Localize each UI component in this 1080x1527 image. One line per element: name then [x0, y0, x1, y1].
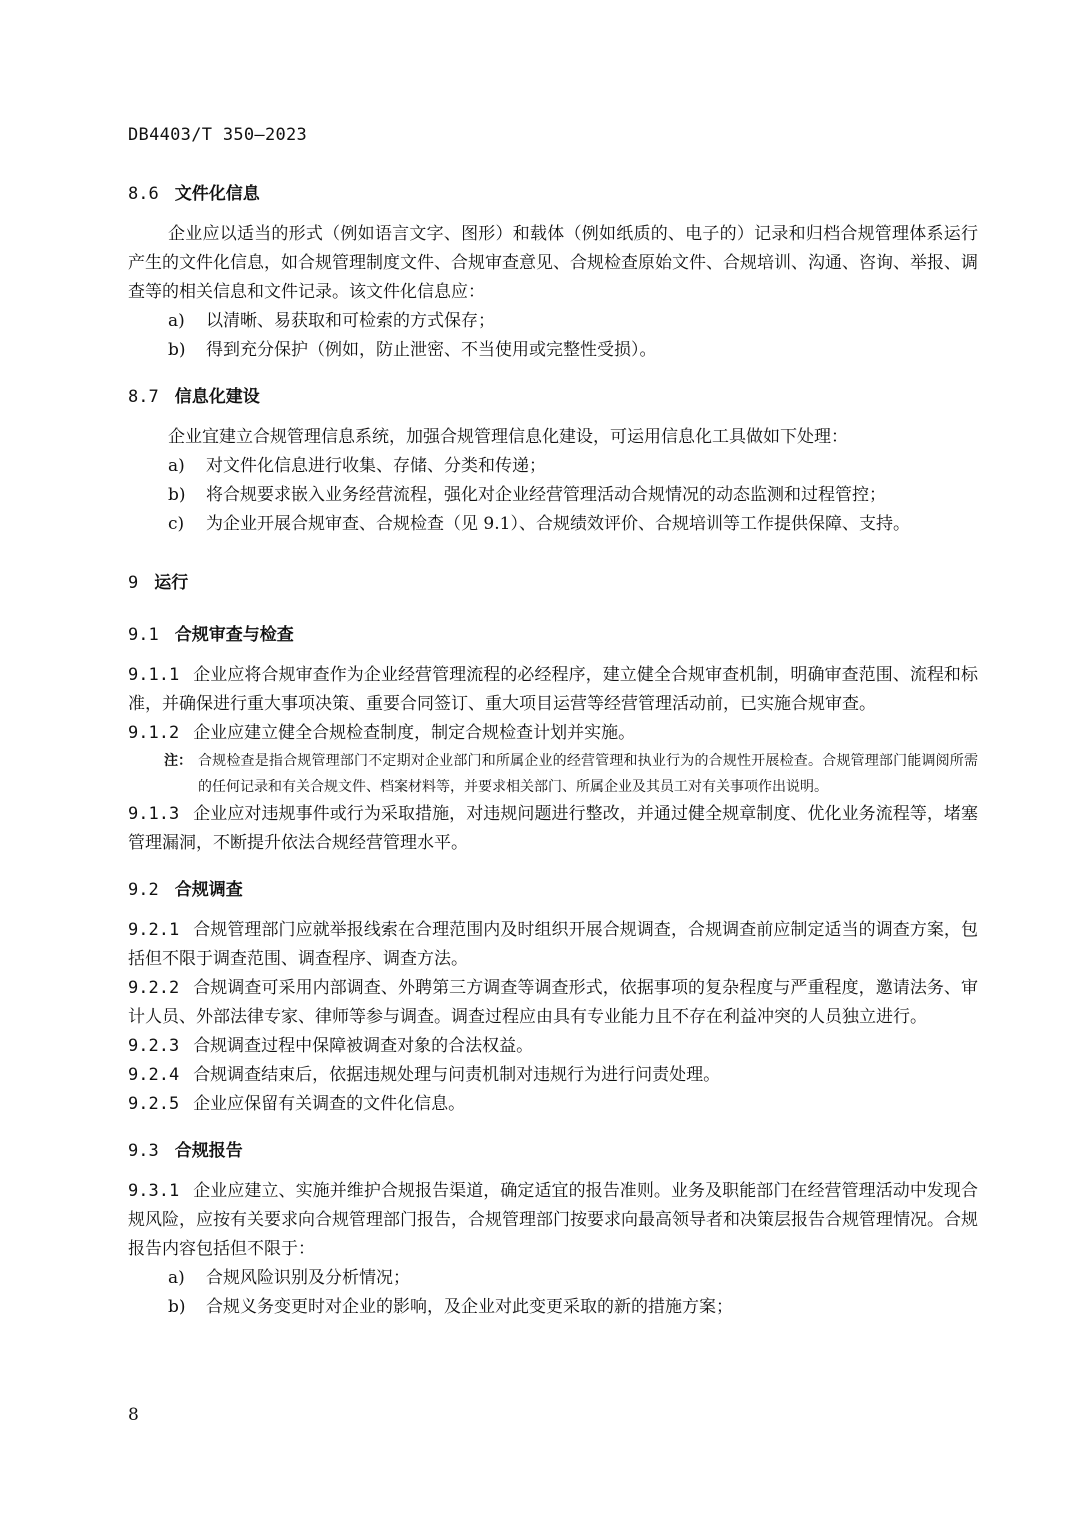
- clause-9-2-3: [128, 1032, 978, 1061]
- list-marker: b): [168, 1297, 186, 1317]
- list-text: 将合规要求嵌入业务经营流程，强化对企业经营管理活动合规情况的动态监测和过程管控；: [206, 485, 886, 505]
- clause-9-1-2: [128, 719, 978, 748]
- page-number: 8: [128, 1405, 139, 1425]
- clause-9-1-3: [128, 800, 978, 858]
- list-text: 以清晰、易获取和可检索的方式保存；: [206, 311, 495, 331]
- list-marker: a): [168, 311, 185, 331]
- clause-text: 合规调查过程中保障被调查对象的合法权益。: [193, 1036, 534, 1056]
- clause-text: 企业应保留有关调查的文件化信息。: [193, 1094, 466, 1114]
- list-item: [128, 452, 978, 481]
- section-heading-8-7: [128, 383, 978, 411]
- clause-9-2-1: [128, 916, 978, 974]
- clause-number: 9.1.3: [128, 804, 180, 824]
- list-marker: c): [168, 514, 185, 534]
- section-title: 合规审查与检查: [174, 625, 294, 645]
- clause-9-2-4: [128, 1061, 978, 1090]
- list-marker: b): [168, 340, 186, 360]
- section-heading-9-3: [128, 1137, 978, 1165]
- note-marker: 注：: [164, 753, 192, 769]
- document-body: [128, 180, 978, 1322]
- section-heading-9-1: [128, 621, 978, 649]
- clause-text: 企业应将合规审查作为企业经营管理流程的必经程序，建立健全合规审查机制，明确审查范围、流程和标准，并确保进行重大事项决策、重要合同签订、重大项目运营等经营管理活动前，已实施合规审查。: [128, 665, 978, 714]
- clause-number: 9.2.5: [128, 1094, 180, 1114]
- list-item: [128, 1293, 978, 1322]
- clause-9-1-1: [128, 661, 978, 719]
- section-heading-9-2: [128, 876, 978, 904]
- list-text: 得到充分保护（例如，防止泄密、不当使用或完整性受损）。: [206, 340, 657, 360]
- clause-9-2-5: [128, 1090, 978, 1119]
- list-text: 对文件化信息进行收集、存储、分类和传递；: [206, 456, 546, 476]
- clause-number: 9.3.1: [128, 1181, 180, 1201]
- section-number: 9.3: [128, 1141, 159, 1161]
- list-item: [128, 481, 978, 510]
- list-text: 为企业开展合规审查、合规检查（见 9.1）、合规绩效评价、合规培训等工作提供保障、支持。: [206, 514, 910, 534]
- clause-number: 9.2.1: [128, 920, 180, 940]
- list-text: 合规风险识别及分析情况；: [206, 1268, 410, 1288]
- list-marker: a): [168, 1268, 185, 1288]
- list-item: [128, 307, 978, 336]
- paragraph: 企业宜建立合规管理信息系统，加强合规管理信息化建设，可运用信息化工具做如下处理：: [168, 427, 848, 447]
- clause-number: 9.1.2: [128, 723, 180, 743]
- list-marker: b): [168, 485, 186, 505]
- section-title: 合规报告: [174, 1141, 243, 1161]
- clause-number: 9.2.4: [128, 1065, 180, 1085]
- section-title: 信息化建设: [174, 387, 260, 407]
- clause-text: 企业应建立、实施并维护合规报告渠道，确定适宜的报告准则。业务及职能部门在经营管理活动中发现合规风险，应按有关要求向合规管理部门报告，合规管理部门按要求向最高领导者和决策层报告合规管理情况。合规报告内容包括但不限于：: [128, 1181, 978, 1259]
- section-title: 合规调查: [174, 880, 243, 900]
- chapter-title: 运行: [154, 573, 189, 593]
- clause-number: 9.2.2: [128, 978, 180, 998]
- list-item: [128, 1264, 978, 1293]
- clause-9-2-2: [128, 974, 978, 1032]
- section-number: 9.1: [128, 625, 159, 645]
- note-text: 合规检查是指合规管理部门不定期对企业部门和所属企业的经营管理和执业行为的合规性开展检查。合规管理部门能调阅所需的任何记录和有关合规文件、档案材料等，并要求相关部门、所属企业及其员工对有关事项作出说明。: [198, 753, 978, 795]
- clause-number: 9.2.3: [128, 1036, 180, 1056]
- section-number: 9.2: [128, 880, 159, 900]
- list-item: [128, 510, 978, 539]
- chapter-number: 9: [128, 573, 139, 593]
- standard-code: DB4403/T 350—2023: [128, 125, 308, 145]
- section-number: 8.7: [128, 387, 159, 407]
- clause-text: 企业应建立健全合规检查制度，制定合规检查计划并实施。: [193, 723, 636, 743]
- clause-number: 9.1.1: [128, 665, 180, 685]
- chapter-heading-9: [128, 569, 978, 597]
- clause-text: 合规管理部门应就举报线索在合理范围内及时组织开展合规调查，合规调查前应制定适当的调查方案，包括但不限于调查范围、调查程序、调查方法。: [128, 920, 978, 969]
- list-text: 合规义务变更时对企业的影响，及企业对此变更采取的新的措施方案；: [206, 1297, 733, 1317]
- clause-text: 合规调查可采用内部调查、外聘第三方调查等调查形式，依据事项的复杂程度与严重程度，邀请法务、审计人员、外部法律专家、律师等参与调查。调查过程应由具有专业能力且不存在利益冲突的人员独立进行。: [128, 978, 978, 1027]
- list-marker: a): [168, 456, 185, 476]
- clause-text: 企业应对违规事件或行为采取措施，对违规问题进行整改，并通过健全规章制度、优化业务流程等，堵塞管理漏洞，不断提升依法合规经营管理水平。: [128, 804, 978, 853]
- clause-9-3-1: [128, 1177, 978, 1264]
- section-title: 文件化信息: [174, 184, 260, 204]
- section-heading-8-6: [128, 180, 978, 208]
- paragraph: 企业应以适当的形式（例如语言文字、图形）和载体（例如纸质的、电子的）记录和归档合规管理体系运行产生的文件化信息，如合规管理制度文件、合规审查意见、合规检查原始文件、合规培训、沟通、咨询、举报、调查等的相关信息和文件记录。该文件化信息应：: [128, 224, 978, 302]
- clause-text: 合规调查结束后，依据违规处理与问责机制对违规行为进行问责处理。: [193, 1065, 721, 1085]
- section-number: 8.6: [128, 184, 159, 204]
- list-item: [128, 336, 978, 365]
- note: [128, 748, 978, 800]
